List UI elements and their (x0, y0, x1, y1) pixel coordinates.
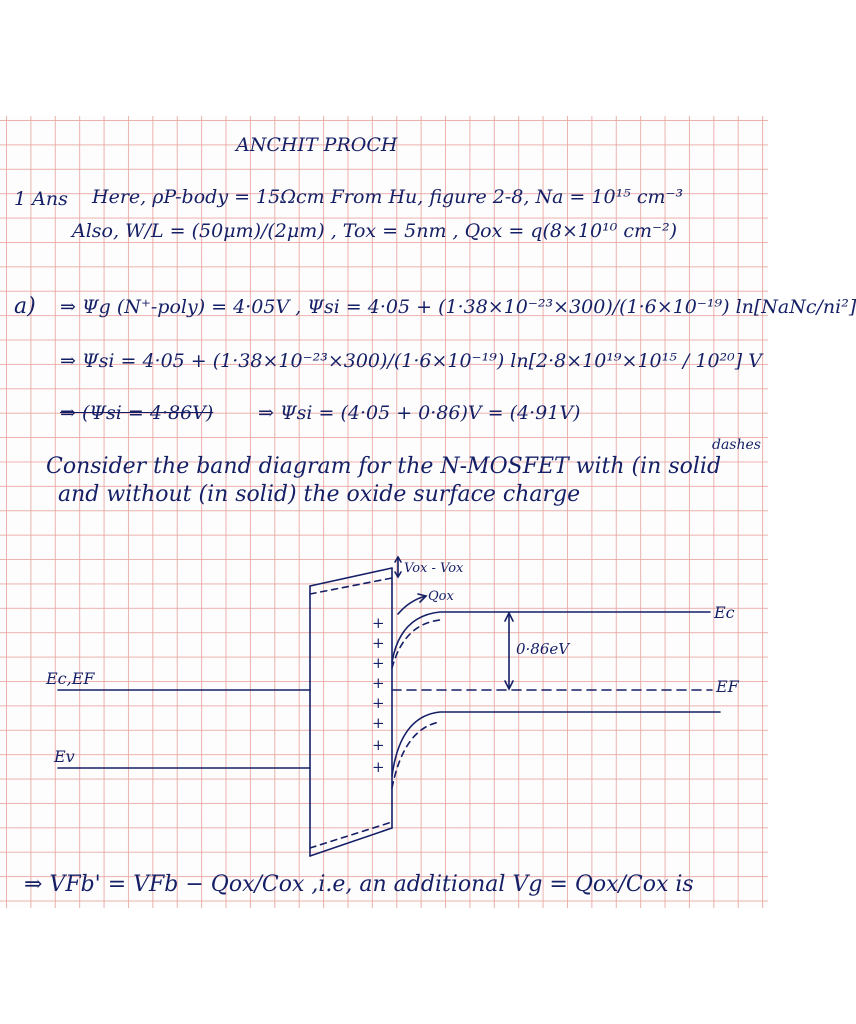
answer-label: 1 Ans (14, 188, 68, 210)
band-diagram (0, 116, 768, 908)
vox-label: Vox - Vox (404, 561, 464, 576)
gap-label: 0·86eV (516, 640, 570, 658)
plus-sign: + (372, 736, 385, 754)
qox-label: Qox (428, 589, 454, 604)
qox-arrow (398, 596, 426, 614)
answer-line-1: Here, ρP-body = 15Ωcm From Hu, figure 2-8, Na = 10¹⁵ cm⁻³ (92, 186, 684, 208)
answer-line-2: Also, W/L = (50μm)/(2μm) , Tox = 5nm , Qox = q(8×10¹⁰ cm⁻²) (72, 220, 678, 242)
part-a-line-1: ⇒ Ψg (N⁺-poly) = 4·05V , Ψsi = 4·05 + (1·38×10⁻²³×300)/(1·6×10⁻¹⁹) ln[NaNc/ni²] (60, 296, 856, 318)
consider-line-1: Consider the band diagram for the N-MOSFET with (in solid (46, 454, 722, 479)
part-a-line-2: ⇒ Ψsi = 4·05 + (1·38×10⁻²³×300)/(1·6×10⁻¹⁹) ln[2·8×10¹⁹×10¹⁵ / 10²⁰] V (60, 350, 762, 372)
ec-label: Ec (714, 603, 735, 622)
plus-sign: + (372, 674, 385, 692)
oxide-bottom-edge (310, 828, 392, 856)
plus-sign: + (372, 694, 385, 712)
conduction-band-dashed (392, 620, 440, 668)
graph-paper-sheet (0, 116, 856, 908)
plus-sign: + (372, 714, 385, 732)
part-a-line-3: ⇒ Ψsi = (4·05 + 0·86)V = (4·91V) (258, 402, 581, 424)
oxide-top-edge (310, 568, 392, 586)
consider-line-2: and without (in solid) the oxide surface charge (58, 482, 581, 507)
ec-ef-left-label: Ec,EF (46, 669, 95, 688)
ef-right-label: EF (716, 677, 739, 696)
oxide-top-dashed (310, 578, 392, 594)
author-name: ANCHIT PROCH (236, 134, 398, 156)
plus-sign: + (372, 654, 385, 672)
ev-label: Ev (54, 747, 75, 766)
plus-sign: + (372, 614, 385, 632)
plus-sign: + (372, 634, 385, 652)
footer-line: ⇒ VFb' = VFb − Qox/Cox ,i.e, an additional Vg = Qox/Cox is (24, 872, 694, 897)
inserted-word-dashes: dashes (712, 437, 761, 453)
oxide-bottom-dashed (310, 822, 392, 848)
valence-band-dashed (392, 722, 440, 788)
part-a-label: a) (14, 294, 36, 319)
valence-band-solid (392, 712, 720, 776)
plus-sign: + (372, 758, 385, 776)
part-a-struck-result: ⇒ (Ψsi = 4·86V) (60, 402, 214, 424)
